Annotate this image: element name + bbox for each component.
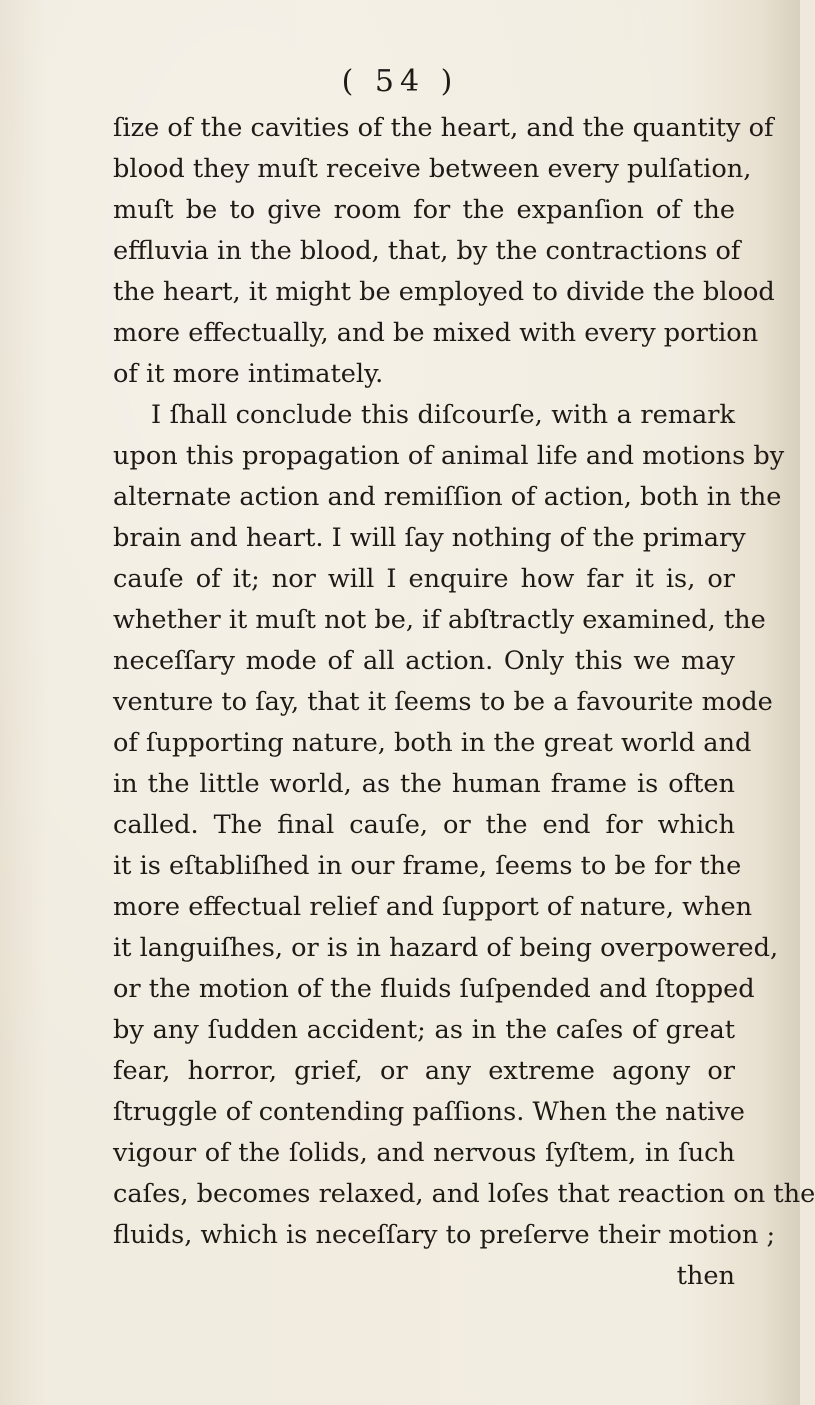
text-line: it languiſhes, or is in hazard of being overpowered, xyxy=(113,933,779,963)
body-text xyxy=(113,108,815,1297)
text-line: whether it muſt not be, if abſtractly examined, the xyxy=(113,605,766,635)
text-line: fluids, which is neceſſary to preſerve their motion ; xyxy=(113,1220,776,1250)
text-line: ſize of the cavities of the heart, and the quantity of xyxy=(113,113,774,143)
text-line: effluvia in the blood, that, by the contractions of xyxy=(113,236,741,266)
text-line: of ſupporting nature, both in the great world and xyxy=(113,728,752,758)
text-line: alternate action and remiſſion of action, both in the xyxy=(113,482,782,512)
text-line: ſtruggle of contending paſſions. When the native xyxy=(113,1097,745,1127)
text-line: the heart, it might be employed to divide the blood xyxy=(113,277,775,307)
text-line: caſes, becomes relaxed, and loſes that reaction on the xyxy=(113,1179,815,1209)
text-line: more effectually, and be mixed with every portion xyxy=(113,318,759,348)
text-line: by any ſudden accident; as in the caſes of great xyxy=(113,1015,735,1045)
text-line: or the motion of the fluids ſuſpended and ſtopped xyxy=(113,974,755,1004)
text-line: muſt be to give room for the expanſion of the xyxy=(113,195,735,225)
paragraph-start: I ſhall conclude this diſcourſe, with a remark xyxy=(151,400,735,430)
text-line: more effectual relief and ſupport of nature, when xyxy=(113,892,753,922)
text-line: it is eſtabliſhed in our frame, ſeems to be for the xyxy=(113,851,742,881)
page-number: ( 54 ) xyxy=(341,64,459,99)
text-line: blood they muſt receive between every pulſation, xyxy=(113,154,752,184)
text-line: vigour of the ſolids, and nervous ſyſtem, in ſuch xyxy=(113,1138,735,1168)
text-line: in the little world, as the human frame is often xyxy=(113,769,735,799)
text-line: called. The final cauſe, or the end for which xyxy=(113,810,735,840)
catchword: then xyxy=(676,1261,735,1291)
text-line: brain and heart. I will ſay nothing of the primary xyxy=(113,523,746,553)
text-line: of it more intimately. xyxy=(113,359,384,389)
text-line: cauſe of it; nor will I enquire how far it is, or xyxy=(113,564,735,594)
text-line: venture to ſay, that it ſeems to be a favourite mode xyxy=(113,687,773,717)
text-line: upon this propagation of animal life and motions by xyxy=(113,441,785,471)
text-line: neceſſary mode of all action. Only this we may xyxy=(113,646,735,676)
text-line: fear, horror, grief, or any extreme agony or xyxy=(113,1056,735,1086)
